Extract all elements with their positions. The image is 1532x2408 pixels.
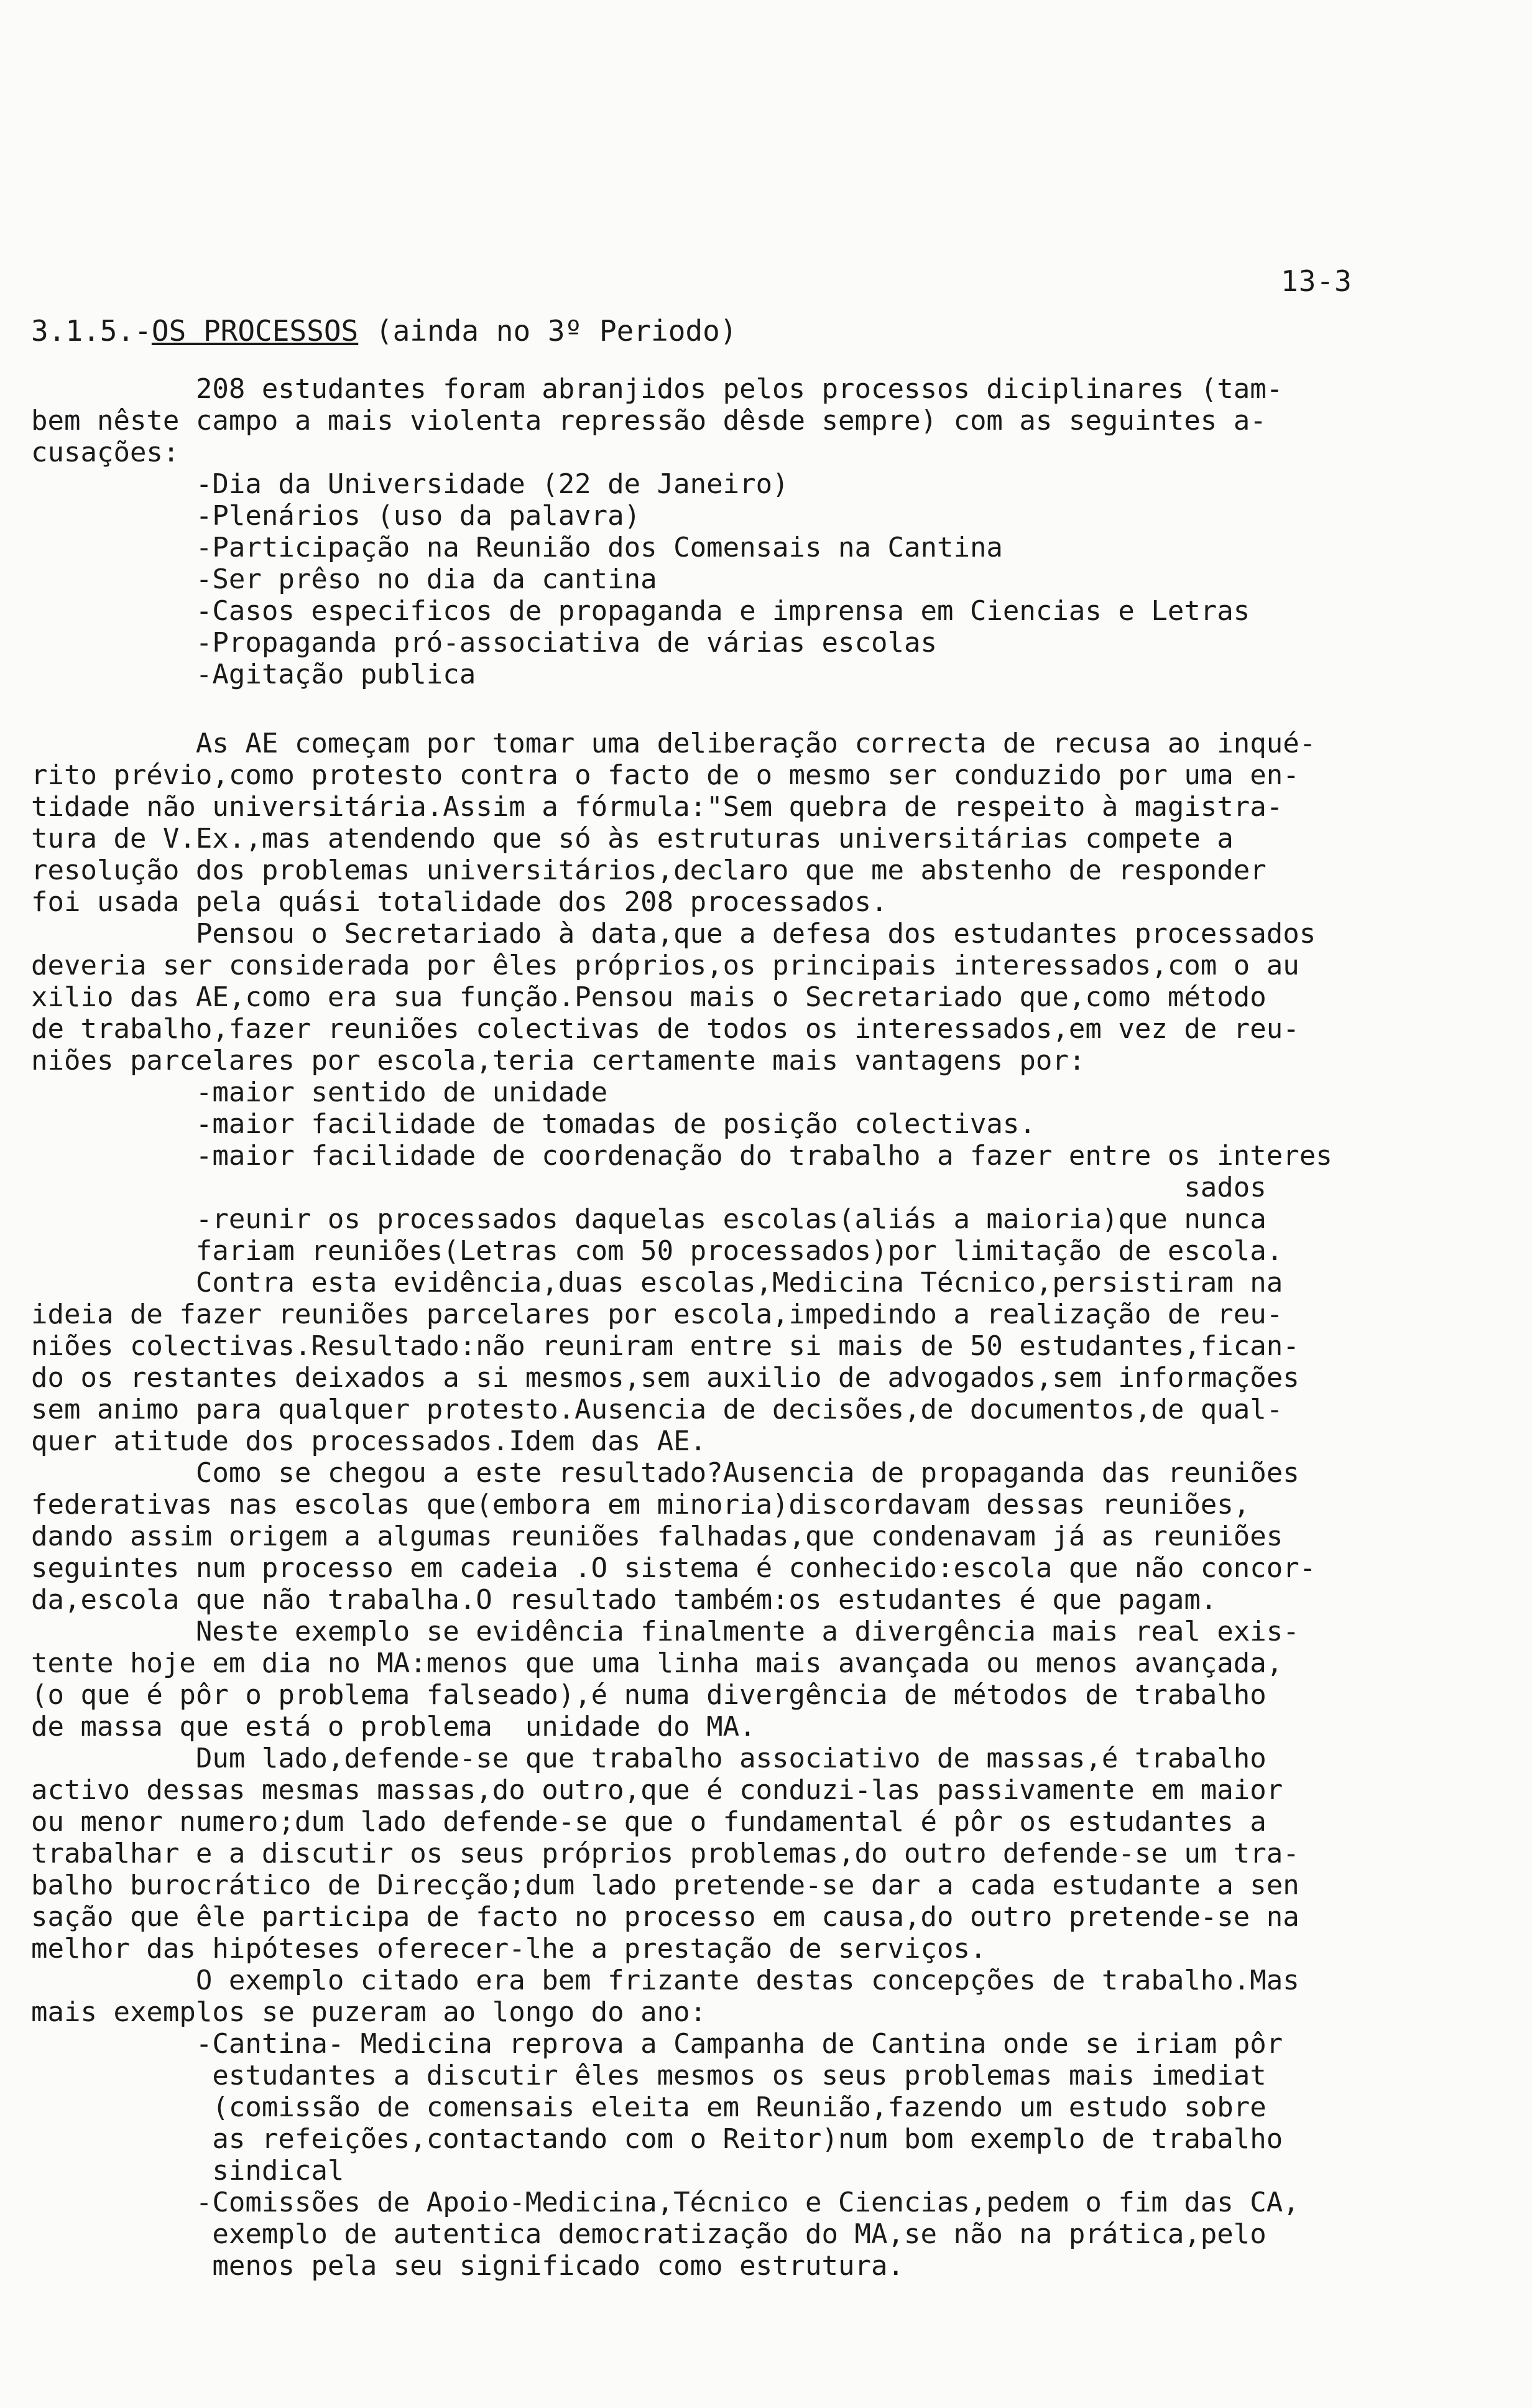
text-line: Dum lado,defende-se que trabalho associativo de massas,é trabalho [31, 1743, 1267, 1774]
text-line: sindical [31, 2155, 344, 2187]
section-title: OS PROCESSOS [151, 314, 359, 348]
text-line: sem animo para qualquer protesto.Ausencia de decisões,de documentos,de qual- [31, 1394, 1283, 1425]
text-line: -maior facilidade de tomadas de posição colectivas. [31, 1108, 1036, 1140]
text-line [31, 690, 1498, 728]
text-line: fariam reuniões(Letras com 50 processados)por limitação de escola. [31, 1235, 1283, 1267]
text-line: trabalhar e a discutir os seus próprios problemas,do outro defende-se um tra- [31, 1838, 1299, 1869]
text-line: activo dessas mesmas massas,do outro,que é conduzi-las passivamente em maior [31, 1774, 1283, 1806]
text-line: -Casos especificos de propaganda e imprensa em Ciencias e Letras [31, 595, 1250, 627]
text-line: as refeições,contactando com o Reitor)num bom exemplo de trabalho [31, 2123, 1283, 2155]
text-line: resolução dos problemas universitários,declaro que me abstenho de responder [31, 854, 1267, 886]
text-line: -Ser prêso no dia da cantina [31, 563, 657, 595]
text-line: niões parcelares por escola,teria certamente mais vantagens por: [31, 1045, 1086, 1077]
text-line: O exemplo citado era bem frizante destas concepções de trabalho.Mas [31, 1965, 1299, 1996]
text-line: (o que é pôr o problema falseado),é numa divergência de métodos de trabalho [31, 1679, 1267, 1711]
text-line: do os restantes deixados a si mesmos,sem auxilio de advogados,sem informações [31, 1362, 1299, 1394]
text-line: tura de V.Ex.,mas atendendo que só às estruturas universitárias compete a [31, 823, 1234, 854]
text-line: Contra esta evidência,duas escolas,Medicina Técnico,persistiram na [31, 1267, 1283, 1299]
text-line: menos pela seu significado como estrutura. [31, 2250, 904, 2282]
text-line: federativas nas escolas que(embora em minoria)discordavam dessas reuniões, [31, 1489, 1250, 1521]
text-line: ou menor numero;dum lado defende-se que o fundamental é pôr os estudantes a [31, 1806, 1267, 1838]
text-line: rito prévio,como protesto contra o facto de o mesmo ser conduzido por uma en- [31, 759, 1299, 791]
text-line: Neste exemplo se evidência finalmente a divergência mais real exis- [31, 1616, 1299, 1647]
text-line: Pensou o Secretariado à data,que a defesa dos estudantes processados [31, 918, 1316, 950]
text-line: seguintes num processo em cadeia .O sistema é conhecido:escola que não concor- [31, 1552, 1316, 1584]
text-line: -Cantina- Medicina reprova a Campanha de Cantina onde se iriam pôr [31, 2028, 1283, 2060]
text-line: melhor das hipóteses oferecer-lhe a prestação de serviços. [31, 1933, 987, 1965]
text-line: (comissão de comensais eleita em Reunião,fazendo um estudo sobre [31, 2091, 1267, 2123]
text-line: -Dia da Universidade (22 de Janeiro) [31, 468, 789, 500]
text-line: deveria ser considerada por êles próprios,os principais interessados,com o au [31, 950, 1299, 981]
text-line: As AE começam por tomar uma deliberação correcta de recusa ao inqué- [31, 728, 1316, 759]
text-line: foi usada pela quási totalidade dos 208 processados. [31, 886, 888, 918]
text-line: -Participação na Reunião dos Comensais na Cantina [31, 532, 1003, 563]
text-line: ideia de fazer reuniões parcelares por escola,impedindo a realização de reu- [31, 1299, 1283, 1330]
text-line: sados [31, 1172, 1267, 1203]
text-line: sação que êle participa de facto no processo em causa,do outro pretende-se na [31, 1901, 1299, 1933]
text-line: de massa que está o problema unidade do MA. [31, 1711, 756, 1743]
text-line: cusações: [31, 437, 180, 468]
section-number: 3.1.5.- [31, 314, 152, 348]
text-line: xilio das AE,como era sua função.Pensou mais o Secretariado que,como método [31, 981, 1267, 1013]
text-line: bem nêste campo a mais violenta repressão dêsde sempre) com as seguintes a- [31, 405, 1267, 437]
text-line: -reunir os processados daquelas escolas(aliás a maioria)que nunca [31, 1203, 1267, 1235]
text-line: exemplo de autentica democratização do MA,se não na prática,pelo [31, 2218, 1267, 2250]
text-line: balho burocrático de Direcção;dum lado pretende-se dar a cada estudante a sen [31, 1869, 1299, 1901]
text-line: 208 estudantes foram abranjidos pelos processos diciplinares (tam- [31, 373, 1283, 405]
text-line: tente hoje em dia no MA:menos que uma linha mais avançada ou menos avançada, [31, 1647, 1283, 1679]
text-line: da,escola que não trabalha.O resultado também:os estudantes é que pagam. [31, 1584, 1217, 1616]
text-line: -maior sentido de unidade [31, 1077, 608, 1108]
text-line: Como se chegou a este resultado?Ausencia de propaganda das reuniões [31, 1457, 1299, 1489]
text-line: -Plenários (uso da palavra) [31, 500, 641, 532]
section-heading [31, 314, 737, 348]
text-line: -Comissões de Apoio-Medicina,Técnico e Ciencias,pedem o fim das CA, [31, 2187, 1299, 2218]
text-line: de trabalho,fazer reuniões colectivas de todos os interessados,em vez de reu- [31, 1013, 1299, 1045]
text-line: -Propaganda pró-associativa de várias escolas [31, 627, 937, 659]
text-line: estudantes a discutir êles mesmos os seus problemas mais imediat [31, 2060, 1267, 2091]
text-line: tidade não universitária.Assim a fórmula:"Sem quebra de respeito à magistra- [31, 791, 1283, 823]
text-line: dando assim origem a algumas reuniões falhadas,que condenavam já as reuniões [31, 1521, 1283, 1552]
page-number: 13-3 [1281, 264, 1352, 298]
section-subtitle: (ainda no 3º Periodo) [358, 314, 737, 348]
document-body [31, 373, 1498, 2282]
text-line: -Agitação publica [31, 659, 476, 690]
text-line: -maior facilidade de coordenação do trabalho a fazer entre os interes [31, 1140, 1332, 1172]
text-line: mais exemplos se puzeram ao longo do ano: [31, 1996, 707, 2028]
text-line: niões colectivas.Resultado:não reuniram entre si mais de 50 estudantes,fican- [31, 1330, 1299, 1362]
text-line: quer atitude dos processados.Idem das AE. [31, 1425, 707, 1457]
